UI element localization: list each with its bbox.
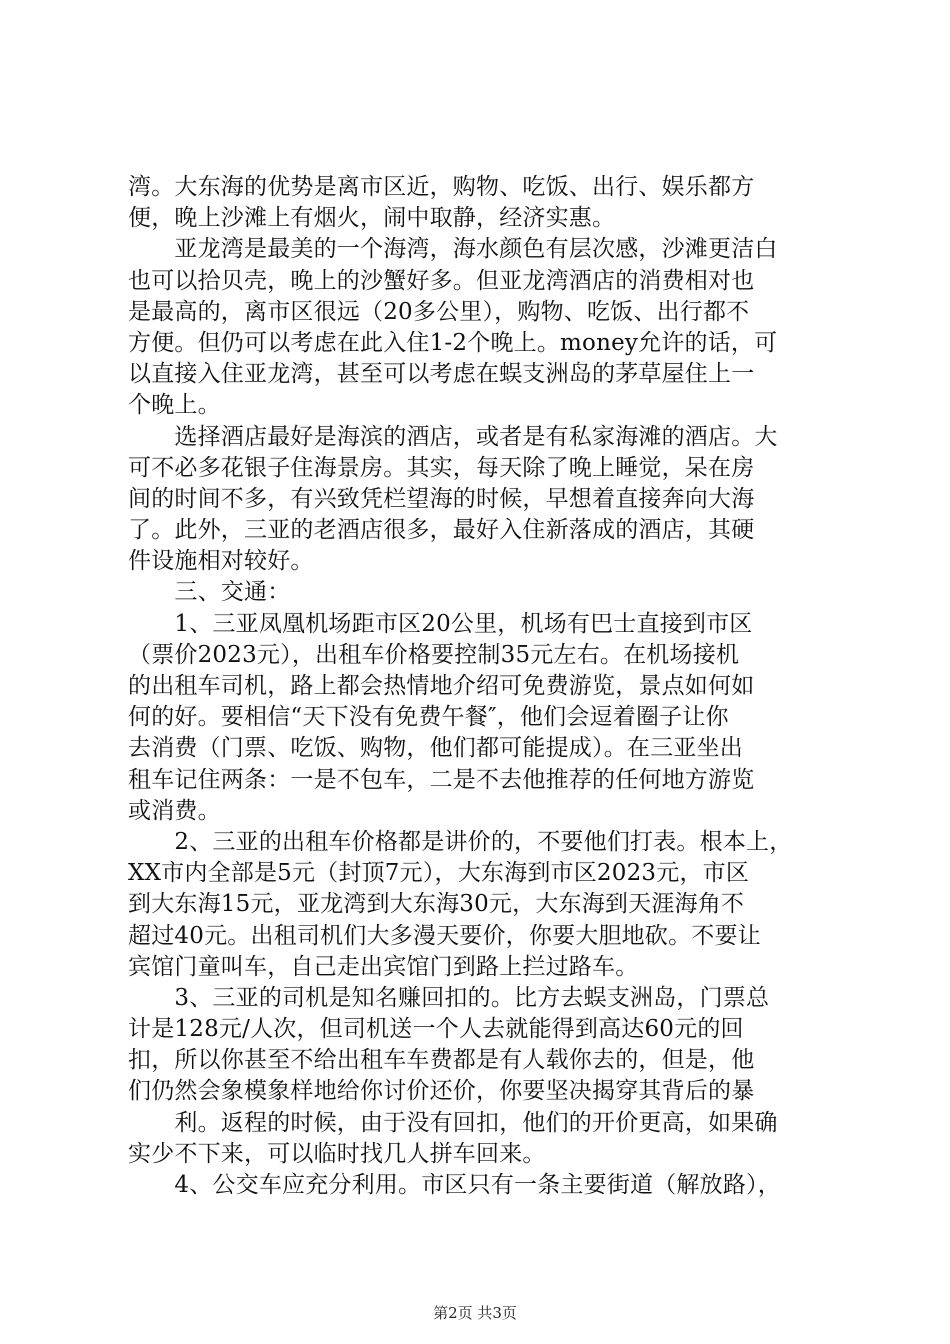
text-line: 租车记住两条：一是不包车，二是不去他推荐的任何地方游览 (128, 766, 755, 793)
text-line: （票价2023元），出租车价格要控制35元左右。在机场接机 (128, 641, 740, 668)
text-line: 1、三亚凤凰机场距市区20公里，机场有巴士直接到市区 (128, 610, 753, 637)
text-line: 以直接入住亚龙湾，甚至可以考虑在蜈支洲岛的茅草屋住上一 (128, 361, 755, 388)
text-line: 利。返程的时候，由于没有回扣，他们的开价更高，如果确 (128, 1109, 778, 1136)
text-line: 方便。但仍可以考虑在此入住1-2个晚上。money允许的话，可 (128, 329, 778, 356)
text-line: 便，晚上沙滩上有烟火，闹中取静，经济实惠。 (128, 205, 616, 232)
page-number: 第2页 共3页 (433, 1304, 517, 1322)
text-line: XX市内全部是5元（封顶7元），大东海到市区2023元，市区 (128, 860, 750, 887)
text-line: 亚龙湾是最美的一个海湾，海水颜色有层次感，沙滩更洁白 (128, 236, 778, 263)
text-line: 了。此外，三亚的老酒店很多，最好入住新落成的酒店，其硬 (128, 517, 755, 544)
text-line: 可不必多花银子住海景房。其实，每天除了晚上睡觉，呆在房 (128, 454, 755, 481)
text-line: 间的时间不多，有兴致凭栏望海的时候，早想着直接奔向大海 (128, 485, 755, 512)
text-line: 到大东海15元，亚龙湾到大东海30元，大东海到天涯海角不 (128, 891, 745, 918)
text-line: 湾。大东海的优势是离市区近，购物、吃饭、出行、娱乐都方 (128, 174, 755, 200)
text-line: 或消费。 (128, 797, 221, 824)
text-line: 个晚上。 (128, 392, 221, 419)
text-line: 实少不下来，可以临时找几人拼车回来。 (128, 1140, 546, 1167)
text-line: 4、公交车应充分利用。市区只有一条主要街道（解放路）， (128, 1172, 781, 1198)
text-line: 何的好。要相信“天下没有免费午餐″，他们会逗着圈子让你 (128, 704, 729, 731)
text-line: 2、三亚的出租车价格都是讲价的，不要他们打表。根本上， (128, 828, 793, 855)
text-line: 是最高的，离市区很远（20多公里），购物、吃饭、出行都不 (128, 298, 750, 325)
text-line: 3、三亚的司机是知名赚回扣的。比方去蜈支洲岛，门票总 (128, 984, 770, 1011)
text-line: 扣，所以你甚至不给出租车车费都是有人载你去的，但是，他 (128, 1047, 755, 1074)
text-line: 宾馆门童叫车，自己走出宾馆门到路上拦过路车。 (128, 953, 639, 980)
text-line: 计是128元/人次，但司机送一个人去就能得到高达60元的回 (128, 1016, 744, 1043)
text-line: 选择酒店最好是海滨的酒店，或者是有私家海滩的酒店。大 (128, 423, 778, 450)
text-line: 的出租车司机，路上都会热情地介绍可免费游览，景点如何如 (128, 673, 755, 699)
text-line: 们仍然会象模象样地给你讨价还价，你要坚决揭穿其背后的暴 (128, 1078, 755, 1105)
text-line: 去消费（门票、吃饭、购物，他们都可能提成）。在三亚坐出 (128, 735, 743, 762)
document-body (128, 172, 828, 1201)
section-heading: 三、交通： (128, 579, 291, 606)
text-line: 件设施相对较好。 (128, 548, 314, 575)
text-line: 也可以拾贝壳，晚上的沙蟹好多。但亚龙湾酒店的消费相对也 (128, 267, 755, 294)
text-line: 超过40元。出租司机们大多漫天要价，你要大胆地砍。不要让 (128, 922, 761, 949)
page-footer (0, 1303, 950, 1323)
